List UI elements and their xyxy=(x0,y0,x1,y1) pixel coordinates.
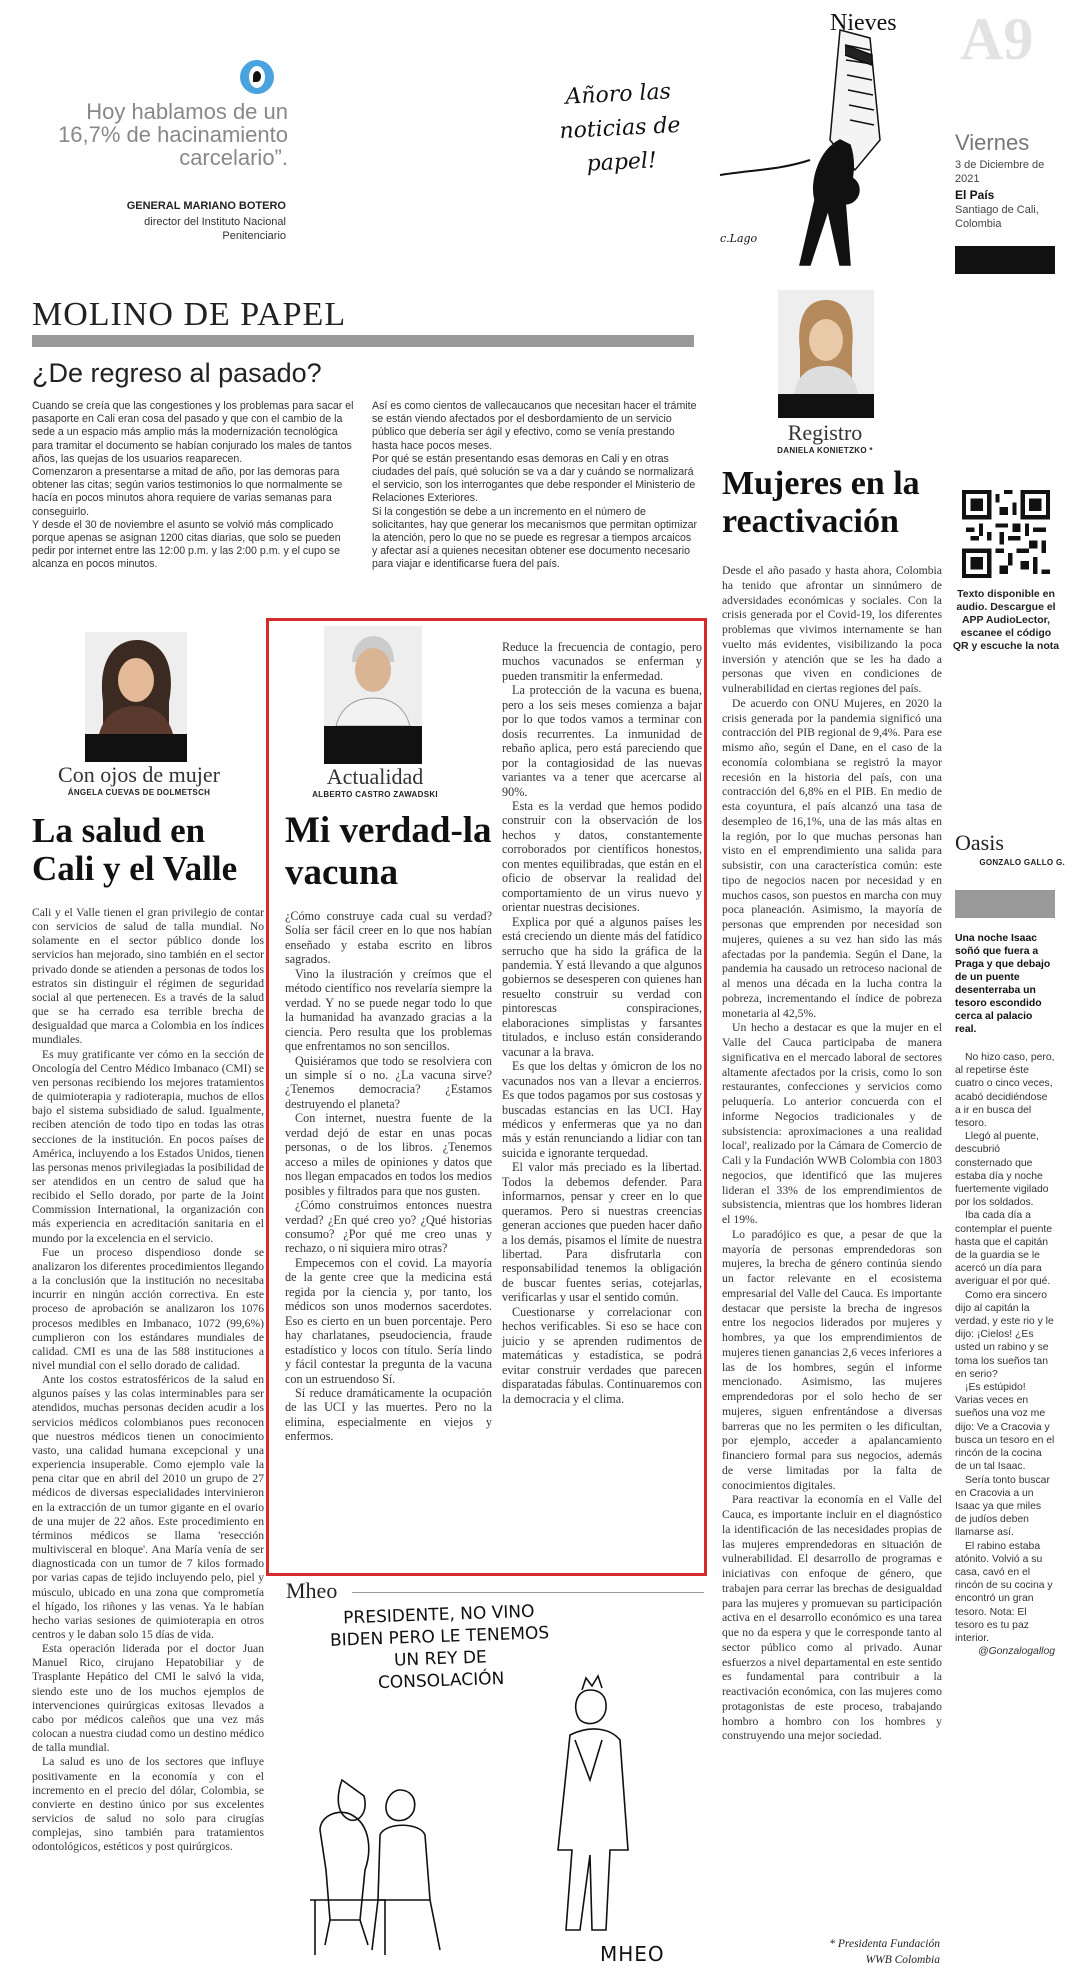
ojos-headline: La salud en Cali y el Valle xyxy=(32,811,238,888)
registro-footnote-line1: * Presidenta Fundación xyxy=(829,1938,940,1950)
actualidad-paragraph: Sí reduce dramáticamente la ocupación de las UCI y las muertes. Pero no la elimina, especialmente en viejos y enfermos. xyxy=(285,1385,492,1444)
actualidad-paragraph: El valor más preciado es la libertad. Todos la debemos defender. Para informarnos, pensar y creer en lo que queramos. Pero si nuestras creencias generan acciones que pueden hacer daño a los demás, pisamos el límite de nuestra libertad. Para disfrutarla con responsabilidad tenemos la obligación de buscar fuentes serias, cotejarlas, verificarlas y usar el sentido común. xyxy=(502,1160,702,1305)
oasis-twitter-handle[interactable]: @Gonzalogallog xyxy=(978,1646,1055,1658)
molino-paragraph: Comenzaron a presentarse a mitad de año, por las demoras para obtener las citas; según varios testimonios lo que normalmente se hacía en pocos minutos ahora requiere de varias semanas para conseguirlo. xyxy=(32,466,343,518)
oasis-paragraph: ¡Es estúpido! Varias veces en sueños una voz me dijo: Ve a Cracovia y busca un tesoro en el rincón de la cocina de un tal Isaac. xyxy=(955,1382,1055,1473)
mheo-cartoon-text: PRESIDENTE, NO VINO BIDEN PERO LE TENEMOS UN REY DE CONSOLACIÓN xyxy=(329,1601,550,1694)
registro-paragraph: Desde el año pasado y hasta ahora, Colombia ha tenido que afrontar un sinnúmero de adversidades económicas y sociales. Con la crisis generada por el Covid-19, los diferentes problemas que vivimos internamente se han vuelto más evidentes, visibilizando la poca inversión y atención que se les ha dado a personas que viven en condiciones de vulnerabilidad en ciertas regiones del país. xyxy=(722,564,942,695)
registro-headline: Mujeres en la reactivación xyxy=(722,465,920,540)
header-location: Santiago de Cali, Colombia xyxy=(955,204,1039,230)
molino-paragraph: Y desde el 30 de noviembre el asunto se volvió más complicado porque apenas se asignan 1200 citas diarias, que solo se pueden pedir por internet entre las 12:00 p.m. y las 2:00 p.m. y el cupo se alcanza en pocos minutos. xyxy=(32,518,341,571)
cartoon-handwritten-text: Añoro las noticias de papel! xyxy=(558,79,682,177)
oasis-lead: Una noche Isaac soñó que fuera a Praga y que debajo de un puente desenterraba un tesoro escondido cerca al palacio real. xyxy=(955,933,1051,1035)
registro-author-photo xyxy=(778,290,874,394)
molino-paragraph: Cuando se creía que las congestiones y los problemas para sacar el pasaporte en Cali eran cosa del pasado y que con el cambio de la sede a un espacio más amplio más la modernización tecnológica para tramitar el documento se habían conjurado los males de tantos años, las quejas de los usuarios reaparecen. xyxy=(32,400,354,465)
actualidad-paragraph: Reduce la frecuencia de contagio, pero muchos vacunados se enferman y pueden transmitir la enfermedad. xyxy=(502,640,702,683)
ojos-label: Con ojos de mujer xyxy=(58,762,220,787)
registro-footnote-line2: WWB Colombia xyxy=(865,1954,940,1966)
oasis-paragraph: Sería tonto buscar en Cracovia a un Isaac ya que miles de judíos deben llamarse así. xyxy=(955,1474,1050,1539)
actualidad-paragraph: Con internet, nuestra fuente de la verdad dejó de estar en unas pocas personas, o de los libros. ¿Tenemos acceso a miles de opiniones y datos que nos llegan empacados en todos los medios posibles y filtrados para que nos gusten. xyxy=(285,1111,492,1198)
ojos-paragraph: Es muy gratificante ver cómo en la sección de Oncología del Centro Médico Imbanaco (CMI) se ven personas recibiendo los mejores tratamientos de quimioterapia y radioterapia, muchos de ellos bajo el sistema subsidiado de salud. Igualmente, reciben atención de todo tipo en todas las otras secciones de la institución. En pocos países de América, incluyendo a los Estados Unidos, tienen las personas menos privilegiadas la posibilidad de ser atendidos en un centro de salud que ha recibido el Sello dorado, por parte de la Joint Commission International, la organización con más experiencia en acreditación sanitaria en el mundo por la excelencia en el servicio. xyxy=(32,1047,264,1245)
quote-icon xyxy=(240,60,274,94)
actualidad-column-2 xyxy=(502,640,702,1406)
pull-quote-text: Hoy hablamos de un 16,7% de hacinamiento carcelario”. xyxy=(58,99,288,170)
mheo-label: Mheo xyxy=(286,1578,338,1603)
ojos-paragraph: Ante los costos estratosféricos de la salud en algunos países y las colas interminables para ser atendidos, muchas personas deciden acudir a los servicios médicos colombianos pues reconocen que nuestros médicos tienen un conocimiento vasto, una calidad humana excepcional y una experiencia insuperable. Como ejemplo vale la pena citar que en abril del 2010 un grupo de 27 médicos de diversas especialidades intervinieron en la extracción de un tumor gigante en el ovario de una mujer de 22 años. Este procedimiento en términos médicos se llama 'resección multivisceral en bloque'. Ana María venía de ser diagnosticada con un tumor de 7 kilos formado por varias capas de tejido incluyendo pelo, piel y músculo, ubicado en una zona que comprometía el hígado, los riñones y las venas. Ya le habían hecho varias sesiones de quimioterapia en otros centros y le daban solo 15 días de vida. xyxy=(32,1373,264,1641)
oasis-label: Oasis xyxy=(955,830,1004,855)
ojos-photo-bar xyxy=(85,734,187,762)
actualidad-paragraph: La protección de la vacuna es buena, pero a los seis meses comienza a bajar por lo que todos vamos a terminar con dosis recurrentes. La inmunidad de rebaño aplica, pero está pareciendo que por la contagiosidad de las nuevas variantes va a tener que acercarse al 90%. xyxy=(502,683,702,799)
ojos-paragraph: Cali y el Valle tienen el gran privilegio de contar con servicios de salud de talla mundial. No solamente en el sector público donde los servicios han mejorado, sino también en el sector privado donde se atienden a personas de todos los estratos sin distinguir el régimen de seguridad social al que pertenecen. Es a través de la salud que se ha cerrado esa terrible brecha de desigualdad que marca a Colombia en los índices mundiales. xyxy=(32,906,264,1047)
molino-paragraph: Si la congestión se debe a un incremento en el número de solicitantes, hay que generar los mecanismos que permitan optimizar la atención, pero lo que no se puede es regresar a tiempos arcaicos y afectar así a quienes necesitan obtener ese documento necesario para viajar e identificarse fuera del país. xyxy=(372,505,698,571)
actualidad-paragraph: Esta es la verdad que hemos podido construir con la observación de los hechos y datos, constantemente corroborados por científicos honestos, con mentes equilibradas, que están en el oficio de observar la realidad del comportamiento de un virus nuevo y orientar nuestras decisiones. xyxy=(502,798,702,915)
qr-code[interactable] xyxy=(962,490,1050,578)
oasis-paragraph: Como era sincero dijo al capitán la verdad, y este rio y le dijo: ¡Cielos! ¿Es usted un rabino y se toma los sueños tan en serio? xyxy=(955,1289,1054,1380)
ojos-author: ÁNGELA CUEVAS DE DOLMETSCH xyxy=(67,788,211,797)
oasis-paragraph: El rabino estaba atónito. Volvió a su casa, cavó en el rincón de su cocina y encontró un gran tesoro. Nota: El tesoro es tu paz interior. xyxy=(955,1540,1053,1644)
ojos-author-photo xyxy=(85,632,187,734)
header-date: 3 de Diciembre de 2021 xyxy=(955,159,1045,185)
actualidad-column-1 xyxy=(285,909,492,1444)
header-black-bar xyxy=(955,246,1055,274)
qr-audio-note: Texto disponible en audio. Descargue el APP AudioLector, escanee el código QR y escuche la nota xyxy=(952,588,1060,652)
page-number: A9 xyxy=(960,6,1034,72)
actualidad-paragraph: Explica por qué a algunos países les está creciendo un diente más del fatídico serrucho que ha sido la gráfica de la pandemia. Y está llevando a que algunos gobiernos se desesperen con quienes han resuelto construir su verdad con pintorescas conspiraciones, elaboraciones simplistas y farsantes titulados, e incluso están considerando vacunar a la brava. xyxy=(502,914,702,1059)
cartoon-signature: c.Lago xyxy=(720,232,758,245)
oasis-paragraph: Iba cada día a contemplar el puente hasta que el capitán de la guardia se le acercó un día para averiguar el por qué. xyxy=(955,1210,1053,1288)
registro-paragraph: Un hecho a destacar es que la mujer en el Valle del Cauca participaba de manera significativa en el mercado laboral de sectores altamente afectados por la crisis, como lo son restaurantes, confecciones y servicios como peluquería. Lo anterior concuerda con el informe Negocios tradicionales y de subsistencia: aproximaciones a una realidad local', realizado por la Cámara de Comercio de Cali y la Fundación WWB Colombia con 1803 negocios, que identificó que las mujeres lideran el 33% de los emprendimientos de subsistencia, mientras que los hombres lideran el 19%. xyxy=(722,1021,942,1226)
molino-paragraph: Así es como cientos de vallecaucanos que necesitan hacer el trámite se están viendo afectados por el desbordamiento de un servicio público que debería ser ágil y efectivo, como se venía prestando hasta hace pocos meses. xyxy=(372,400,697,452)
actualidad-paragraph: ¿Cómo construye cada cual su verdad? Solía ser fácil creer en lo que nos habían enseñado y estaba escrito en libros sagrados. xyxy=(285,909,492,967)
oasis-gray-bar xyxy=(955,890,1055,918)
registro-author: DANIELA KONIETZKO * xyxy=(777,446,873,455)
quote-author-role: director del Instituto Nacional Penitenciario xyxy=(144,216,286,242)
ojos-paragraph: Esta operación liderada por el doctor Juan Manuel Rico, cirujano Hepatobiliar y de Trasplante Hepático del CMI le salvó la vida, siendo este uno de los muchos ejemplos de intervenciones quirúrgicas exitosas llevados a cabo por médicos caleños que una vez más colocan a nuestra ciudad como un destino médico de talla mundial. xyxy=(32,1642,264,1755)
mheo-signature: MHEO xyxy=(600,1942,665,1966)
molino-headline: ¿De regreso al pasado? xyxy=(32,358,322,388)
actualidad-paragraph: Quisiéramos que todo se resolviera con un simple sí o no. ¿La vacuna sirve? ¿Tenemos democracia? ¿Estamos destruyendo el planeta? xyxy=(285,1053,492,1111)
ojos-paragraph: Fue un proceso dispendioso donde se analizaron los diferentes procedimientos llegando a la conclusión que la institución no necesitaba incurrir en ningún acción correctiva. En este proceso de aprobación se analizaron los 1076 procesos medibles en Imbanaco, 1072 (99,6%) cumplieron con los estándares mundiales de calidad. CMI es una de las 588 instituciones a nivel mundial con el sello dorado de calidad. xyxy=(32,1245,264,1372)
registro-paragraph: Lo paradójico es que, a pesar de que la mayoría de personas emprendedoras son mujeres, la brecha de género continúa siendo un factor relevante en el ecosistema empresarial del Valle del Cauca. Es importante destacar que persiste la brecha de ingresos entre los negocios liderados por mujeres y hombres, ya que los emprendimientos de mujeres tienen ganancias 2,6 veces inferiores a las de los hombres, según el informe mencionado. Asimismo, las mujeres emprendedoras por el solo hecho de ser mujeres, siguen enfrentándose a diversas barreras que no les permiten o les dificultan, por ejemplo, acceder a apalancamiento financiero formal para sus negocios, además de verse limitadas por la falta de conocimientos digitales. xyxy=(722,1227,942,1492)
molino-section-title: MOLINO DE PAPEL xyxy=(32,296,347,333)
molino-gray-rule xyxy=(32,335,694,347)
molino-paragraph: Por qué se están presentando esas demoras en Cali y en otras ciudades del país, qué solución se va a dar y cuándo se normalizará el servicio, son los interrogantes que debe responder el Ministerio de Relaciones Exteriores. xyxy=(372,452,696,505)
actualidad-paragraph: Cuestionarse y correlacionar con hechos verificables. Si eso se hace con juicio y se aprenden rudimentos de matemáticas y estadística, se podrá evitar construir verdades que parecen disparatadas fábulas. Continuaremos con la democracia y el clima. xyxy=(502,1304,702,1406)
actualidad-label: Actualidad xyxy=(326,764,424,789)
actualidad-photo-bar xyxy=(324,726,422,764)
mheo-cartoon-drawing xyxy=(290,1600,704,1960)
actualidad-author-photo xyxy=(324,626,422,726)
registro-paragraph: Para reactivar la economía en el Valle del Cauca, es importante incluir en el diagnóstico la identificación de las necesidades propias de las mujeres emprendedoras en situación de vulnerabilidad. El desarrollo de programas e iniciativas con enfoque de género, que trabajen para cerrar las brechas de desigualdad para las mujeres y promuevan su participación activa en el desarrollo económico es una tarea que no da espera y que le corresponde tanto al sector público como al privado. Aunar esfuerzos a nivel departamental en este sentido es fundamental para contribuir a la reactivación económica, con las mujeres como protagonistas de este proceso, trabajando hombro a hombro con los hombres y construyendo una mejor sociedad. xyxy=(722,1493,942,1743)
registro-label: Registro xyxy=(787,420,863,445)
header-day: Viernes xyxy=(955,130,1030,155)
registro-article-body xyxy=(722,564,942,1744)
oasis-body xyxy=(955,1051,1055,1658)
mheo-rule xyxy=(352,1592,704,1593)
molino-column-1 xyxy=(32,400,358,572)
actualidad-paragraph: Es que los deltas y ómicron de los no vacunados nos van a llevar a encierros. Es que todos pagamos por sus costosas y buscadas estancias en las UCI. Hay médicos y enfermeras que ya no dan más y están renunciando a lidiar con tan suicida e ignorante terquedad. xyxy=(502,1059,702,1160)
oasis-paragraph: No hizo caso, pero, al repetirse éste cuatro o cinco veces, acabó decidiéndose a ir en busca del tesoro. xyxy=(955,1052,1055,1130)
oasis-paragraph: Llegó al puente, descubrió consternado que estaba día y noche fuertemente vigilado por los soldados. xyxy=(955,1131,1049,1209)
molino-column-2 xyxy=(372,400,698,572)
registro-paragraph: De acuerdo con ONU Mujeres, en 2020 la crisis generada por la pandemia significó una contracción del PIB regional de 9,4%. Para ese mismo año, según el Dane, en el caso de la economía colombiana se registró la mayor recesión en la historia del país, con una contracción del 6,8% en el PIB. En medio de esta coyuntura, el país alcanzó una tasa de desempleo de 16,1%, una de las más altas en la región, por lo que muchas personas han visto en el emprendimiento una salida para subsistir, con una característica común: este tipo de negocios nacen por necesidad y en muchos casos, son puestos en marcha con muy poca planeación. Asimismo, la mayoría de personas que emprenden por necesidad son mujeres, quienes a su vez han sido las más afectadas por la pandemia. Según el Dane, la pandemia ha causado un retroceso nacional de al menos una década en la lucha contra la pobreza, incrementando el índice de pobreza monetaria al 42,5%. xyxy=(722,696,942,1020)
ojos-article-body xyxy=(32,906,264,1854)
quote-author: GENERAL MARIANO BOTERO xyxy=(126,200,286,212)
actualidad-paragraph: Vino la ilustración y creímos que el método científico nos revelaría siempre la verdad. Y no se puede negar todo lo que la humanidad ha avanzado gracias a la ciencia. Pero resulta que los problemas que enfrentamos no son sencillos. xyxy=(285,966,492,1054)
ojos-paragraph: La salud es uno de los sectores que influye positivamente en la economía y con el incremento en el precio del dólar, Colombia, se convierte en destino único por sus excelentes servicios de salud no solo para cirugías complejas, sino también para tratamientos odontológicos, estéticos y post quirúrgicos. xyxy=(32,1755,264,1854)
oasis-author: GONZALO GALLO G. xyxy=(979,858,1065,867)
actualidad-paragraph: ¿Cómo construimos entonces nuestra verdad? ¿En qué creo yo? ¿Qué historias consumo? ¿Por qué me creo unas y rechazo, o ni siquiera miro otras? xyxy=(285,1198,492,1256)
header-newspaper: El País xyxy=(955,188,995,202)
actualidad-headline: Mi verdad-la vacuna xyxy=(285,810,492,893)
section-name: Nieves xyxy=(830,10,897,36)
actualidad-paragraph: Empecemos con el covid. La mayoría de la gente cree que la medicina está regida por la ciencia y, por tanto, los médicos son unos modernos sacerdotes. Eso es cierto en un buen porcentaje. Pero hay charlatanes, pseudociencia, fraude estadístico y locos con título. Sería lindo y fácil contestar la pregunta de la vacuna con un estruendoso Sí. xyxy=(285,1255,492,1386)
actualidad-author: ALBERTO CASTRO ZAWADSKI xyxy=(312,790,438,799)
registro-photo-bar xyxy=(778,394,874,418)
